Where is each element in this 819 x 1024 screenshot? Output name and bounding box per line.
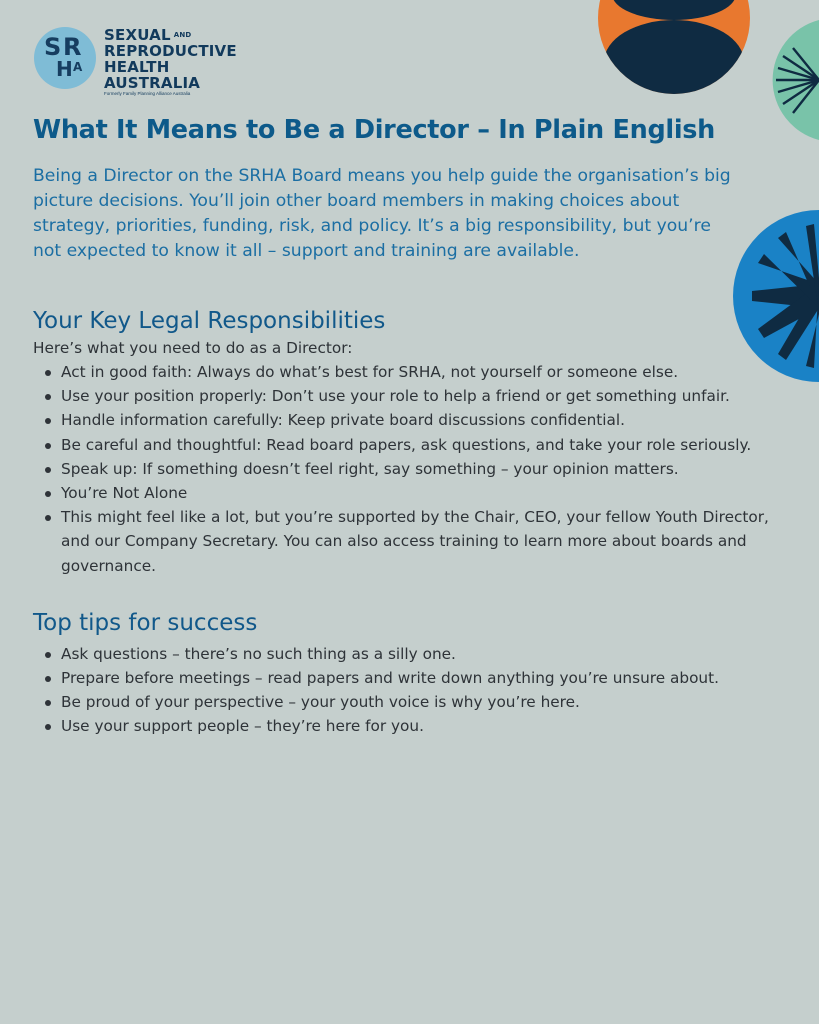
logo-letter-h: H [56, 57, 73, 81]
list-item: Be proud of your perspective – your youth voice is why you’re here. [33, 690, 793, 714]
decorative-circle-orange-navy [590, 0, 760, 100]
top-tips-list [33, 642, 793, 739]
logo-line-3: HEALTH [104, 58, 170, 76]
list-item: Handle information carefully: Keep private board discussions confidential. [33, 408, 793, 432]
logo-wordmark [104, 27, 237, 91]
list-item: Act in good faith: Always do what’s best for SRHA, not yourself or someone else. [33, 360, 793, 384]
list-item: This might feel like a lot, but you’re supported by the Chair, CEO, your fellow Youth Director, and our Company Secretary. You can also access training to learn more about boards and governance. [33, 505, 793, 578]
list-item: Use your support people – they’re here for you. [33, 714, 793, 738]
logo-letter-r: R [63, 33, 82, 61]
logo-letter-s: S [44, 33, 62, 61]
list-item: You’re Not Alone [33, 481, 793, 505]
list-item: Ask questions – there’s no such thing as a silly one. [33, 642, 793, 666]
list-item: Prepare before meetings – read papers and write down anything you’re unsure about. [33, 666, 793, 690]
logo-line-4: AUSTRALIA [104, 74, 201, 92]
srha-logo [34, 27, 274, 99]
logo-subline: Formerly Family Planning Alliance Australia [104, 91, 191, 96]
logo-letter-a: A [73, 60, 83, 74]
list-item: Use your position properly: Don’t use your role to help a friend or get something unfair. [33, 384, 793, 408]
list-item: Speak up: If something doesn’t feel right, say something – your opinion matters. [33, 457, 793, 481]
list-item: Be careful and thoughtful: Read board papers, ask questions, and take your role seriously. [33, 433, 793, 457]
main-content [33, 110, 793, 739]
section-heading-legal-responsibilities: Your Key Legal Responsibilities [33, 308, 386, 334]
page-title: What It Means to Be a Director – In Plain English [33, 115, 716, 145]
section-heading-top-tips: Top tips for success [33, 609, 258, 636]
logo-line-1-suffix: AND [173, 31, 192, 39]
legal-lead-text: Here’s what you need to do as a Director: [33, 339, 353, 357]
logo-line-2: REPRODUCTIVE [104, 42, 237, 60]
intro-paragraph: Being a Director on the SRHA Board means you help guide the organisation’s big picture decisions. You’ll join other board members in making choices about strategy, priorities, funding, risk, and policy. It’s a big responsibility, but you’re not expected to know it all – support and training are available. [33, 166, 731, 261]
legal-responsibilities-list [33, 360, 793, 578]
logo-line-1: SEXUAL [104, 26, 171, 44]
logo-badge [34, 27, 96, 89]
